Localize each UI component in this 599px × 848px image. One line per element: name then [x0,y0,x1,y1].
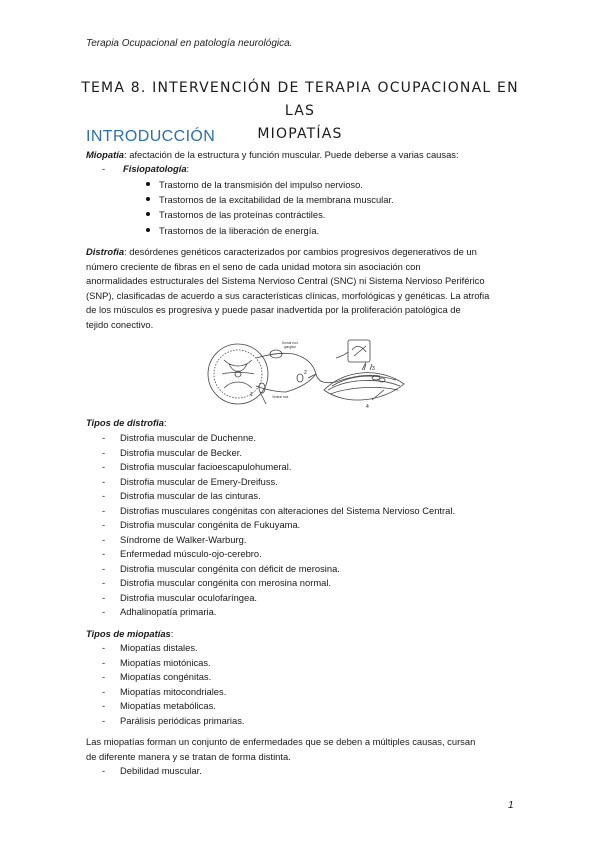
fisiopatologia-list [146,177,394,238]
list-item: - Distrofia muscular facioescapulohumeral. [102,460,455,475]
list-item: Trastornos de la excitabilidad de la membrana muscular. [146,192,394,207]
list-item: - Distrofias musculares congénitas con alteraciones del Sistema Nervioso Central. [102,504,455,519]
tipos-distrofia-colon: : [163,417,167,428]
ventral-root-label: Ventral root [272,395,289,399]
list-item: Trastornos de la liberación de energía. [146,223,394,238]
list-item: - Miopatías miotónicas. [102,656,245,671]
miopatia-definition [86,148,459,163]
tipos-miopatias-term: Tipos de miopatías [86,628,171,639]
distrofia-definition [86,245,516,332]
running-header: Terapia Ocupacional en patología neurológica. [86,38,293,49]
tipos-distrofia-term: Tipos de distrofia [86,417,164,428]
closing-line: de diferente manera y se tratan de forma distinta. [86,750,291,762]
figure-number-3: 3 [372,366,375,372]
tipos-miopatias-colon: : [170,628,174,639]
distrofia-line: tejido conectivo. [86,318,154,330]
figure-number-2: 2 [304,370,307,376]
spinal-cord-outline [208,344,268,404]
skin-receptor-box [348,340,370,362]
closing-list [102,764,202,779]
miopatia-term: Miopatía [86,149,125,160]
closing-paragraph [86,735,516,764]
list-item: - Distrofia muscular de Becker. [102,446,455,461]
figure-number-1: 1 [250,392,253,398]
dorsal-root-label: Dorsal root [282,341,298,345]
title-line-1: TEMA 8. INTERVENCIÓN DE TERAPIA OCUPACIONAL EN LAS [81,80,519,119]
distrofia-term: Distrofia [86,246,125,257]
fisiopatologia-heading: - Fisiopatología: [102,163,190,174]
list-item: - Distrofia muscular de Duchenne. [102,431,455,446]
list-item: - Distrofia muscular congénita de Fukuyama. [102,518,455,533]
distrofia-line: (SNP), clasificadas de acuerdo a sus características clínicas, morfológicas y genéticas. La atrofia [86,289,490,301]
list-item: - Distrofia muscular congénita con merosina normal. [102,576,455,591]
tipos-miopatias-list [102,641,245,728]
list-item: Trastorno de la transmisión del impulso nervioso. [146,177,394,192]
miopatia-text: : afectación de la estructura y función muscular. Puede deberse a varias causas: [124,149,459,160]
fisiopatologia-colon: : [186,163,190,174]
list-item: - Enfermedad músculo-ojo-cerebro. [102,547,455,562]
list-item: - Adhalinopatía primaria. [102,605,455,620]
list-item: - Parálisis periódicas primarias. [102,714,245,729]
distrofia-line: número creciente de fibras en el seno de cada unidad motora sin asociación con [86,260,421,272]
tipos-distrofia-list [102,431,455,620]
distrofia-line: de los músculos es progresiva y puede pasar inadvertida por la proliferación patológica de [86,304,461,315]
tipos-miopatias-heading [86,627,173,642]
list-item: - Miopatías mitocondriales. [102,685,245,700]
ganglion-label: ganglion [284,345,297,349]
list-item: - Distrofia muscular de Emery-Dreifuss. [102,475,455,490]
list-item: - Distrofia muscular de las cinturas. [102,489,455,504]
list-item: - Miopatías metabólicas. [102,699,245,714]
title-line-2: MIOPATÍAS [257,126,343,142]
list-item: - Miopatías congénitas. [102,670,245,685]
section-heading: INTRODUCCIÓN [86,128,216,145]
page-number: 1 [508,800,514,811]
distrofia-line: anormalidades estructurales del Sistema Nervioso Central (SNC) ni Sistema Nervioso Periférico [86,275,485,286]
closing-line: Las miopatías forman un conjunto de enfermedades que se deben a múltiples causas, cursan [86,736,476,747]
fisiopatologia-term: Fisiopatología [123,163,187,174]
list-item: - Debilidad muscular. [102,764,202,779]
motor-unit-diagram [196,334,408,412]
distrofia-line: : desórdenes genéticos caracterizados por cambios progresivos degenerativos de un [124,246,477,257]
tipos-distrofia-heading [86,416,167,431]
figure-number-4: 4 [366,404,369,410]
list-item: - Distrofia muscular oculofaríngea. [102,591,455,606]
list-item: Trastornos de las proteínas contráctiles. [146,207,394,222]
list-item: - Miopatías distales. [102,641,245,656]
list-item: - Síndrome de Walker-Warburg. [102,533,455,548]
list-item: - Distrofia muscular congénita con déficit de merosina. [102,562,455,577]
